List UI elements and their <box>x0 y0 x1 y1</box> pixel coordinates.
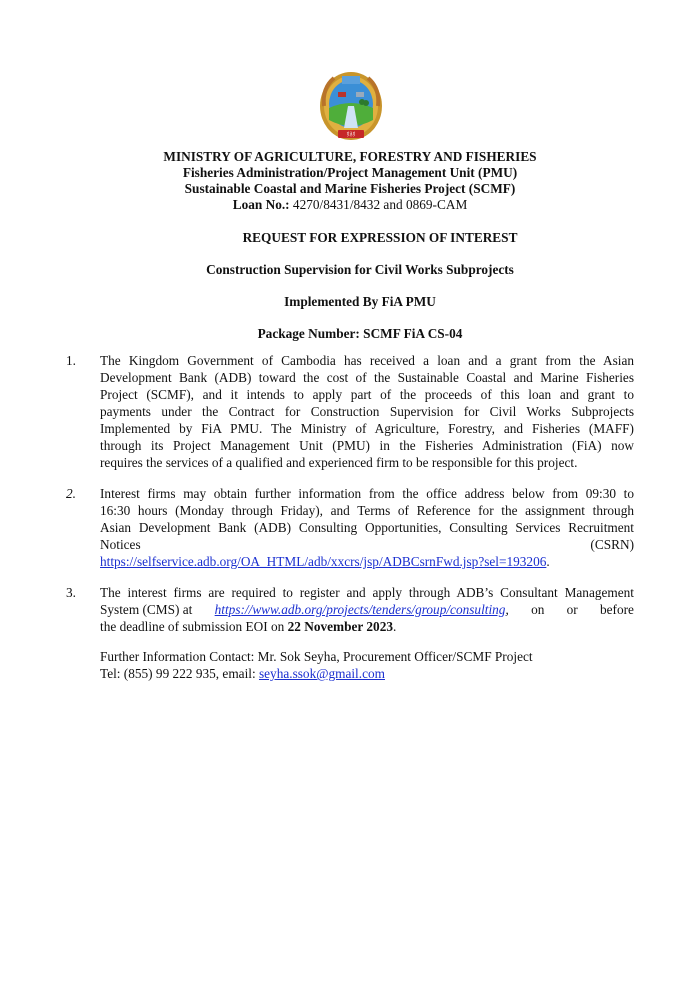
item-text-line: Development Bank (ADB) toward the cost of the Sustainable Coastal and Marine Fisheries <box>100 370 634 385</box>
item-text-line: Project (SCMF), and it intends to apply part of the proceeds of this loan and grant to <box>100 387 634 402</box>
list-item-1 <box>66 352 634 471</box>
deadline-suffix: . <box>393 619 397 634</box>
item-text-line: Asian Development Bank (ADB) Consulting Opportunities, Consulting Services Recruitment <box>100 520 634 535</box>
cms-suffix-before: before <box>600 602 634 617</box>
cms-link[interactable]: https://www.adb.org/projects/tenders/group/consulting <box>214 602 506 617</box>
deadline-date: 22 November 2023 <box>287 619 393 634</box>
deadline-prefix: the deadline of submission EOI on <box>100 619 288 634</box>
item-text-line: Interest firms may obtain further information from the office address below from 09:30 to <box>100 486 634 501</box>
item-text-line: requires the services of a qualified and experienced firm to be responsible for this project. <box>100 455 578 470</box>
project-heading: Sustainable Coastal and Marine Fisheries Project (SCMF) <box>184 181 516 196</box>
implemented-by: Implemented By FiA PMU <box>284 294 436 309</box>
item-text-line: through its Project Management Unit (PMU) in the Fisheries Administration (FiA) now <box>100 438 634 453</box>
loan-label: Loan No.: <box>232 197 290 212</box>
cms-prefix: System (CMS) at <box>100 602 193 617</box>
csrn-link[interactable]: https://selfservice.adb.org/OA_HTML/adb/xxcrs/jsp/ADBCsrnFwd.jsp?sel=193206 <box>100 554 547 569</box>
list-item-2 <box>66 485 634 570</box>
deadline-line <box>100 618 634 635</box>
unit-heading: Fisheries Administration/Project Management Unit (PMU) <box>182 165 518 180</box>
ministry-emblem-icon <box>318 68 384 144</box>
request-title: REQUEST FOR EXPRESSION OF INTEREST <box>242 230 518 245</box>
list-item-3 <box>66 584 634 635</box>
contact-tel-line <box>100 665 385 682</box>
link-suffix: . <box>546 554 550 569</box>
item-text-line: 16:30 hours (Monday through Friday), and Terms of Reference for the assignment through <box>100 503 634 518</box>
cms-line <box>100 601 634 618</box>
loan-value: 4270/8431/8432 and 0869-CAM <box>289 197 468 212</box>
item-text-line: The interest firms are required to register and apply through ADB’s Consultant Management <box>100 585 634 600</box>
loan-number <box>0 197 700 213</box>
contact-line: Further Information Contact: Mr. Sok Seyha, Procurement Officer/SCMF Project <box>100 649 533 664</box>
item-number: 1. <box>66 353 76 368</box>
item-text-line: Implemented by FiA PMU. The Ministry of Agriculture, Forestry, and Fisheries (MAFF) <box>100 421 634 436</box>
notices-line <box>100 536 634 553</box>
item-number: 3. <box>66 585 76 600</box>
cms-suffix-or: or <box>566 602 578 617</box>
notices-label: Notices <box>100 537 141 552</box>
csrn-link-line <box>100 553 634 570</box>
cms-suffix: on <box>531 602 545 617</box>
emblem-text: ﾘﾈﾘ <box>346 131 356 139</box>
tel-text: Tel: (855) 99 222 935, email: <box>100 666 259 681</box>
csrn-label: (CSRN) <box>590 537 634 552</box>
item-number: 2. <box>66 486 76 501</box>
item-text-line: The Kingdom Government of Cambodia has received a loan and a grant from the Asian <box>100 353 634 368</box>
ministry-heading: MINISTRY OF AGRICULTURE, FORESTRY AND FISHERIES <box>163 149 537 164</box>
package-number: Package Number: SCMF FiA CS-04 <box>257 326 463 341</box>
cms-suffix-comma: , <box>505 602 509 617</box>
assignment-title: Construction Supervision for Civil Works Subprojects <box>206 262 514 277</box>
item-text-line: payments under the Contract for Construction Supervision for Civil Works Subprojects <box>100 404 634 419</box>
email-link[interactable]: seyha.ssok@gmail.com <box>258 666 385 681</box>
